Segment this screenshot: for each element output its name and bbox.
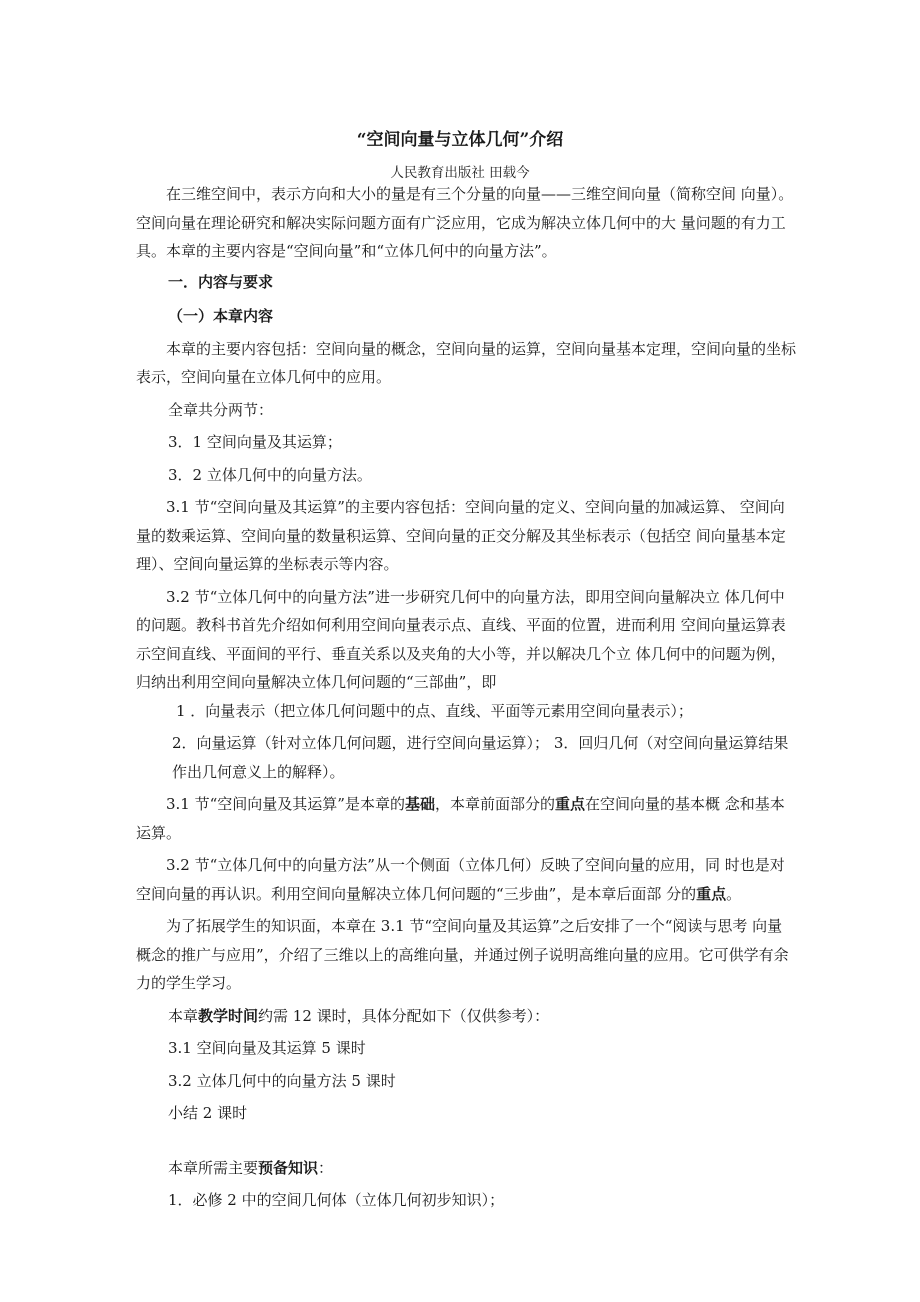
- two-sections-text: 全章共分两节：: [168, 400, 274, 419]
- time-item-2: 3.2 立体几何中的向量方法 5 课时: [168, 1071, 396, 1090]
- spacer: [136, 1128, 796, 1154]
- basis-text-e: 在空间向量的基本概 念和基本运算。: [136, 795, 785, 842]
- time-item-1: 3.1 空间向量及其运算 5 课时: [168, 1039, 366, 1057]
- document-author: 人民教育出版社 田载今: [390, 165, 530, 181]
- key-emphasis: 重点: [555, 795, 586, 813]
- basis-text-c: ，本章前面部分的: [434, 795, 555, 813]
- section-heading: 一．内容与要求: [168, 272, 274, 291]
- pre-text-c: ：: [318, 1158, 334, 1177]
- time-text-a: 本章: [168, 1006, 199, 1025]
- pre-text-a: 本章所需主要: [168, 1158, 259, 1177]
- section-item-1: 3．1 空间向量及其运算；: [168, 433, 342, 451]
- document-title: “空间向量与立体几何”介绍: [356, 130, 564, 150]
- prerequisite-paragraph: [136, 1154, 796, 1183]
- time-emphasis: 教学时间: [198, 1006, 259, 1025]
- time-item-3: 小结 2 课时: [168, 1104, 248, 1122]
- basis-paragraph: [136, 790, 796, 847]
- key-text-c: 。: [726, 884, 742, 903]
- intro-paragraph: 在三维空间中，表示方向和大小的量是有三个分量的向量——三维空间向量（简称空间 向量）。空间向量在理论研究和解决实际问题方面有广泛应用，它成为解决立体几何中的大 量问题的有力工具。本章的主要内容是“空间向量”和“立体几何中的向量方法”。: [136, 185, 794, 260]
- key-emphasis-2: 重点: [696, 884, 727, 903]
- time-paragraph: [136, 1002, 796, 1031]
- subsection-heading: （一）本章内容: [168, 307, 274, 325]
- prerequisite-item-1: 1．必修 2 中的空间几何体（立体几何初步知识）；: [168, 1191, 505, 1209]
- step-2-3: 2．向量运算（针对立体几何问题，进行空间向量运算）； 3．回归几何（对空间向量运算结果作出几何意义上的解释）。: [172, 734, 789, 781]
- document-body: [136, 180, 796, 1215]
- basis-text-a: 3.1 节“空间向量及其运算”是本章的: [166, 795, 405, 813]
- extension-paragraph: 为了拓展学生的知识面，本章在 3.1 节“空间向量及其运算”之后安排了一个“阅读与思考 向量概念的推广与应用”，介绍了三维以上的高维向量，并通过例子说明高维向量的应用。它可供学有余力的学生学习。: [136, 917, 789, 992]
- section-item-2: 3．2 立体几何中的向量方法。: [168, 465, 372, 484]
- pre-emphasis: 预备知识: [258, 1158, 319, 1177]
- key-text-a: 3.2 节“立体几何中的向量方法”从一个侧面（立体几何）反映了空间向量的应用，同 时也是对空间向量的再认识。利用空间向量解决立体几何问题的“三步曲”，是本章后面部 分的: [136, 856, 785, 903]
- section-32-paragraph: 3.2 节“立体几何中的向量方法”进一步研究几何中的向量方法，即用空间向量解决立 体几何中的问题。教科书首先介绍如何利用空间向量表示点、直线、平面的位置，进而利用 空间向量运算表示空间直线、平面间的平行、垂直关系以及夹角的大小等，并以解决几个立 体几何中的问题为例，归纳出利用空间向量解决立体几何问题的“三部曲”，即: [136, 587, 786, 691]
- key-paragraph: [136, 851, 796, 908]
- section-31-paragraph: 3.1 节“空间向量及其运算”的主要内容包括：空间向量的定义、空间向量的加减运算、 空间向量的数乘运算、空间向量的数量积运算、空间向量的正交分解及其坐标表示（包括空 间向量基本定理）、空间向量运算的坐标表示等内容。: [136, 498, 786, 573]
- time-text-c: 约需 12 课时，具体分配如下（仅供参考）：: [258, 1006, 550, 1025]
- content-paragraph: 本章的主要内容包括：空间向量的概念，空间向量的运算，空间向量基本定理，空间向量的坐标表示，空间向量在立体几何中的应用。: [136, 339, 797, 386]
- step-1: 1 ．向量表示（把立体几何问题中的点、直线、平面等元素用空间向量表示）；: [176, 701, 693, 720]
- basis-emphasis: 基础: [404, 795, 435, 813]
